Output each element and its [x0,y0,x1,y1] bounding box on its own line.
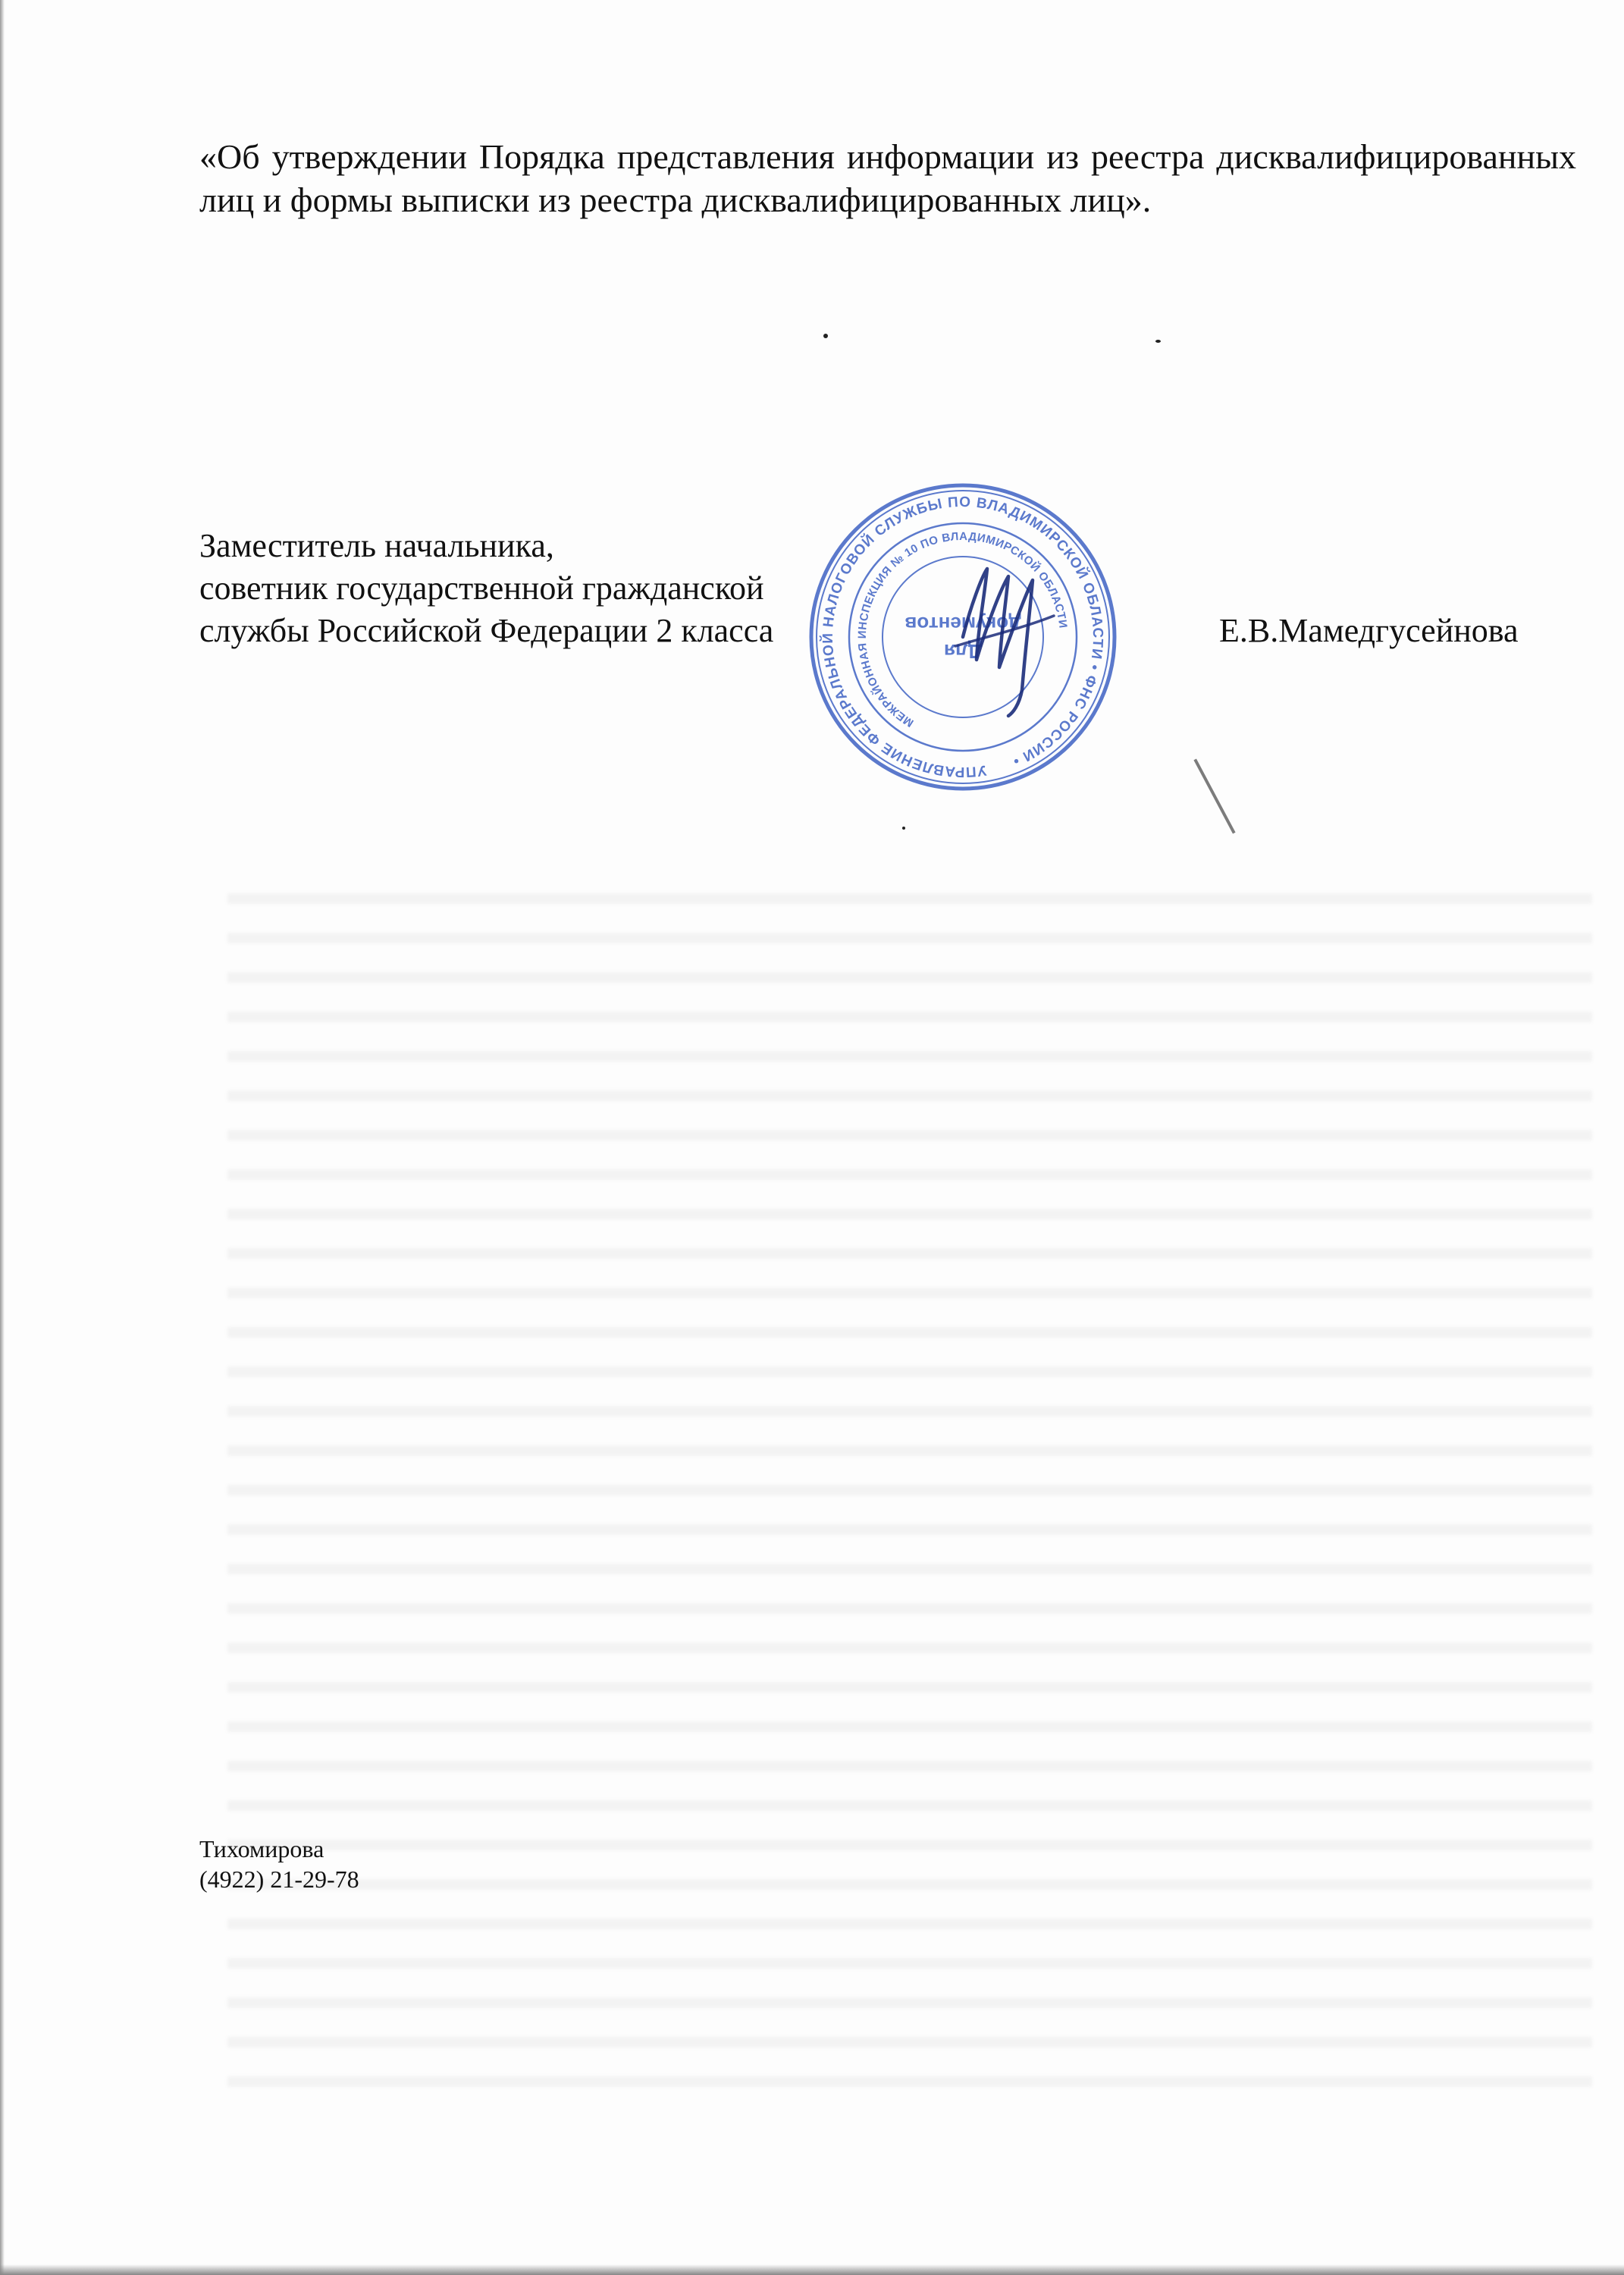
handwritten-signature [940,546,1069,720]
stamp-center-line-1: Для [943,640,983,663]
reverse-side-bleed-through [227,864,1592,2116]
scan-edge-left [0,0,5,2275]
signatory-name: Е.В.Мамедгусейнова [1219,612,1519,649]
signature-stroke [963,569,1033,716]
stamp-outer-text-path: УПРАВЛЕНИЕ ФЕДЕРАЛЬНОЙ НАЛОГОВОЙ СЛУЖБЫ ПО ВЛАДИМИРСКОЙ ОБЛАСТИ • ФНС РОССИИ • [820,494,1106,780]
scan-speck [823,334,828,338]
executor-info [199,1834,359,1894]
scan-scratch-mark [1193,758,1235,833]
signatory-position [199,525,773,652]
scan-edge-bottom [0,2264,1624,2275]
document-subject: «Об утверждении Порядка представления информации из реестра дисквалифицированных лиц и формы выписки из реестра дисквалифицированных лиц». [199,137,1576,219]
signatory-position-line-2: советник государственной гражданской [199,570,764,607]
executor-phone: (4922) 21-29-78 [199,1866,359,1893]
executor-name: Тихомирова [199,1835,324,1862]
stamp-center-line-2: документов [904,613,1021,635]
scan-speck [1155,340,1161,343]
signatory-position-line-1: Заместитель начальника, [199,527,554,564]
stamp-inner-text-path: МЕЖРАЙОННАЯ ИНСПЕКЦИЯ № 10 ПО ВЛАДИМИРСКОЙ ОБЛАСТИ [855,529,1070,730]
scan-speck [902,827,905,830]
signatory-position-line-3: службы Российской Федерации 2 класса [199,612,774,649]
